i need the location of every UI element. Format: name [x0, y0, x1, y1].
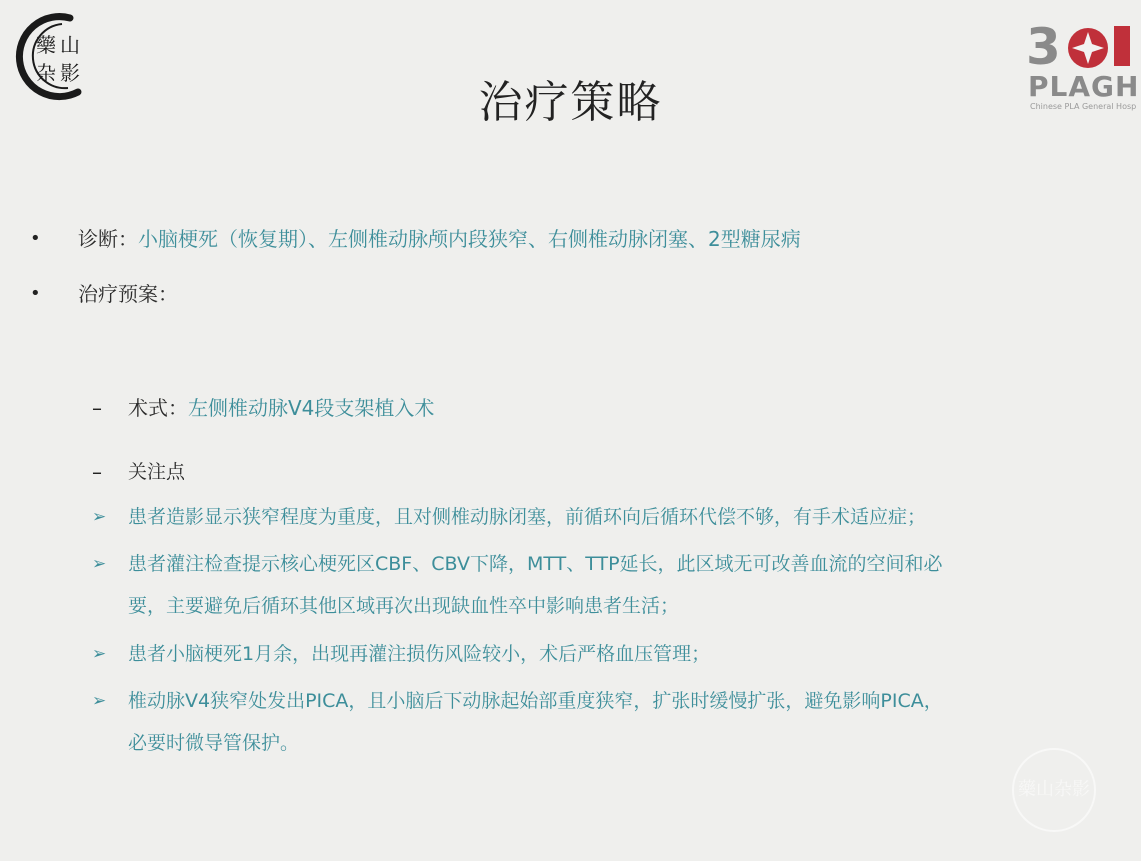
- concern-line: 患者灌注检查提示核心梗死区CBF、CBV下降，MTT、TTP延长，此区域无可改善血流的空间和必: [128, 553, 943, 575]
- svg-text:藥: 藥: [36, 33, 56, 57]
- concern-line: 要，主要避免后循环其他区域再次出现缺血性卒中影响患者生活；: [128, 595, 680, 617]
- arrow-bullet-icon: ➢: [92, 691, 107, 711]
- surgery-label: 术式：: [128, 396, 188, 420]
- arrow-bullet-icon: ➢: [92, 644, 107, 664]
- svg-text:杂: 杂: [36, 61, 56, 85]
- svg-text:山: 山: [60, 33, 80, 57]
- arrow-bullet-icon: ➢: [92, 554, 107, 574]
- bullet-icon: •: [30, 283, 41, 304]
- concern-line: 患者造影显示狭窄程度为重度，且对侧椎动脉闭塞，前循环向后循环代偿不够，有手术适应症；: [128, 506, 927, 528]
- dash-icon: –: [92, 396, 102, 420]
- bullet-icon: •: [30, 228, 41, 249]
- watermark: 藥山杂影: [1012, 748, 1096, 832]
- plan-label: 治疗预案：: [78, 282, 178, 306]
- diagnosis-text: 小脑梗死（恢复期）、左侧椎动脉颅内段狭窄、右侧椎动脉闭塞、2型糖尿病: [138, 227, 801, 251]
- svg-text:PLAGH: PLAGH: [1028, 70, 1140, 103]
- surgery-text: 左侧椎动脉V4段支架植入术: [188, 396, 435, 420]
- concern-line: 患者小脑梗死1月余，出现再灌注损伤风险较小，术后严格血压管理；: [128, 643, 711, 665]
- concern-line: 椎动脉V4狭窄处发出PICA，且小脑后下动脉起始部重度狭窄，扩张时缓慢扩张，避免影响PICA，: [128, 690, 943, 712]
- diagnosis-label: 诊断：: [78, 227, 138, 251]
- svg-text:影: 影: [60, 61, 80, 85]
- svg-text:Chinese PLA General Hosp: Chinese PLA General Hosp: [1030, 102, 1137, 111]
- concerns-label: 关注点: [128, 461, 186, 483]
- concern-line: 必要时微导管保护。: [128, 732, 300, 754]
- slide-title: 治疗策略: [478, 77, 663, 128]
- svg-text:3: 3: [1026, 18, 1061, 76]
- dash-icon: –: [92, 460, 102, 484]
- arrow-bullet-icon: ➢: [92, 507, 107, 527]
